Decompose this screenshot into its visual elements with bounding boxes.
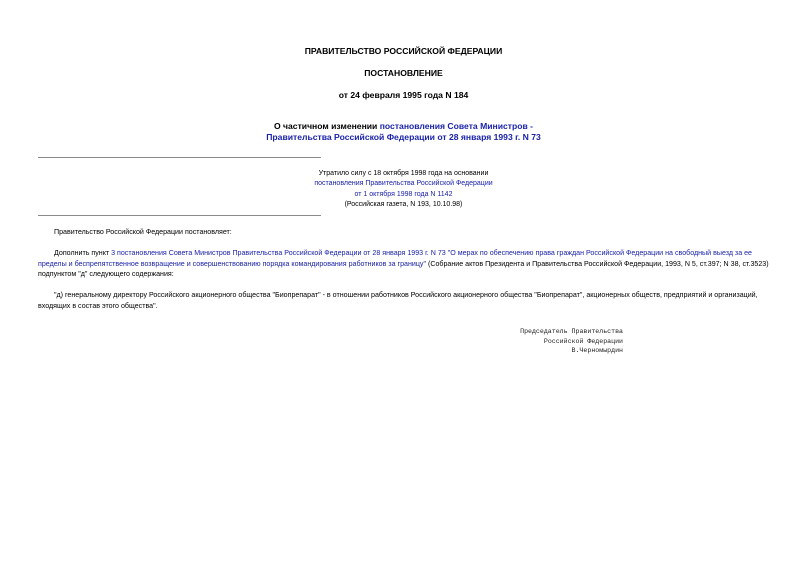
title-link-line1[interactable]: постановления Совета Министров - [379,121,534,131]
p1-link[interactable]: 3 постановления Совета Министров Правительства Российской Федерации от 28 января 1993 г. N 73 "О мерах по обеспечению права граждан Российской Федерации на свободный выезд за ее пределы и беспрепятственное возвращение и совершенствованию порядка командирования работников за границу" [38,249,752,268]
divider-top [38,157,321,158]
signature-line3: В.Черномырдин [571,347,623,355]
paragraph-1 [38,248,770,280]
divider-bottom [38,215,321,216]
doc-type-heading: ПОСТАНОВЛЕНИЕ [364,68,443,78]
p1-start: Дополнить пункт [54,249,112,257]
p1-end: (Собрание актов Президента и Правительства Российской Федерации, 1993, N 5, ст.397; N 38, ст.3523) подпунктом "д" следующего содержания: [38,259,769,279]
date-number-heading: от 24 февраля 1995 года N 184 [338,90,469,100]
signature-line2: Российской Федерации [543,337,623,345]
paragraph-2: "д) генеральному директору Российского акционерного общества "Биопрепарат" - в отношении работников Российского акционерного общества "Биопрепарат", акционерных обществ, предприятий и организаций, входящих в состав этого общества". [38,291,758,310]
signature-block [440,327,623,356]
repeal-link-line3[interactable]: от 1 октября 1998 года N 1142 [354,190,453,198]
signature-line1: Председатель Правительства [520,328,623,335]
repeal-line4: (Российская газета, N 193, 10.10.98) [344,200,463,208]
intro-paragraph: Правительство Российской Федерации постановляет: [54,228,232,236]
org-heading: ПРАВИТЕЛЬСТВО РОССИЙСКОЙ ФЕДЕРАЦИИ [304,46,503,56]
repeal-note [0,169,807,210]
title-link-line2[interactable]: Правительства Российской Федерации от 28 января 1993 г. N 73 [266,132,541,142]
title-prefix: О частичном изменении [273,121,380,131]
document-title [0,121,807,143]
repeal-link-line2[interactable]: постановления Правительства Российской Федерации [314,180,493,188]
repeal-line1: Утратило силу с 18 октября 1998 года на основании [318,170,489,177]
